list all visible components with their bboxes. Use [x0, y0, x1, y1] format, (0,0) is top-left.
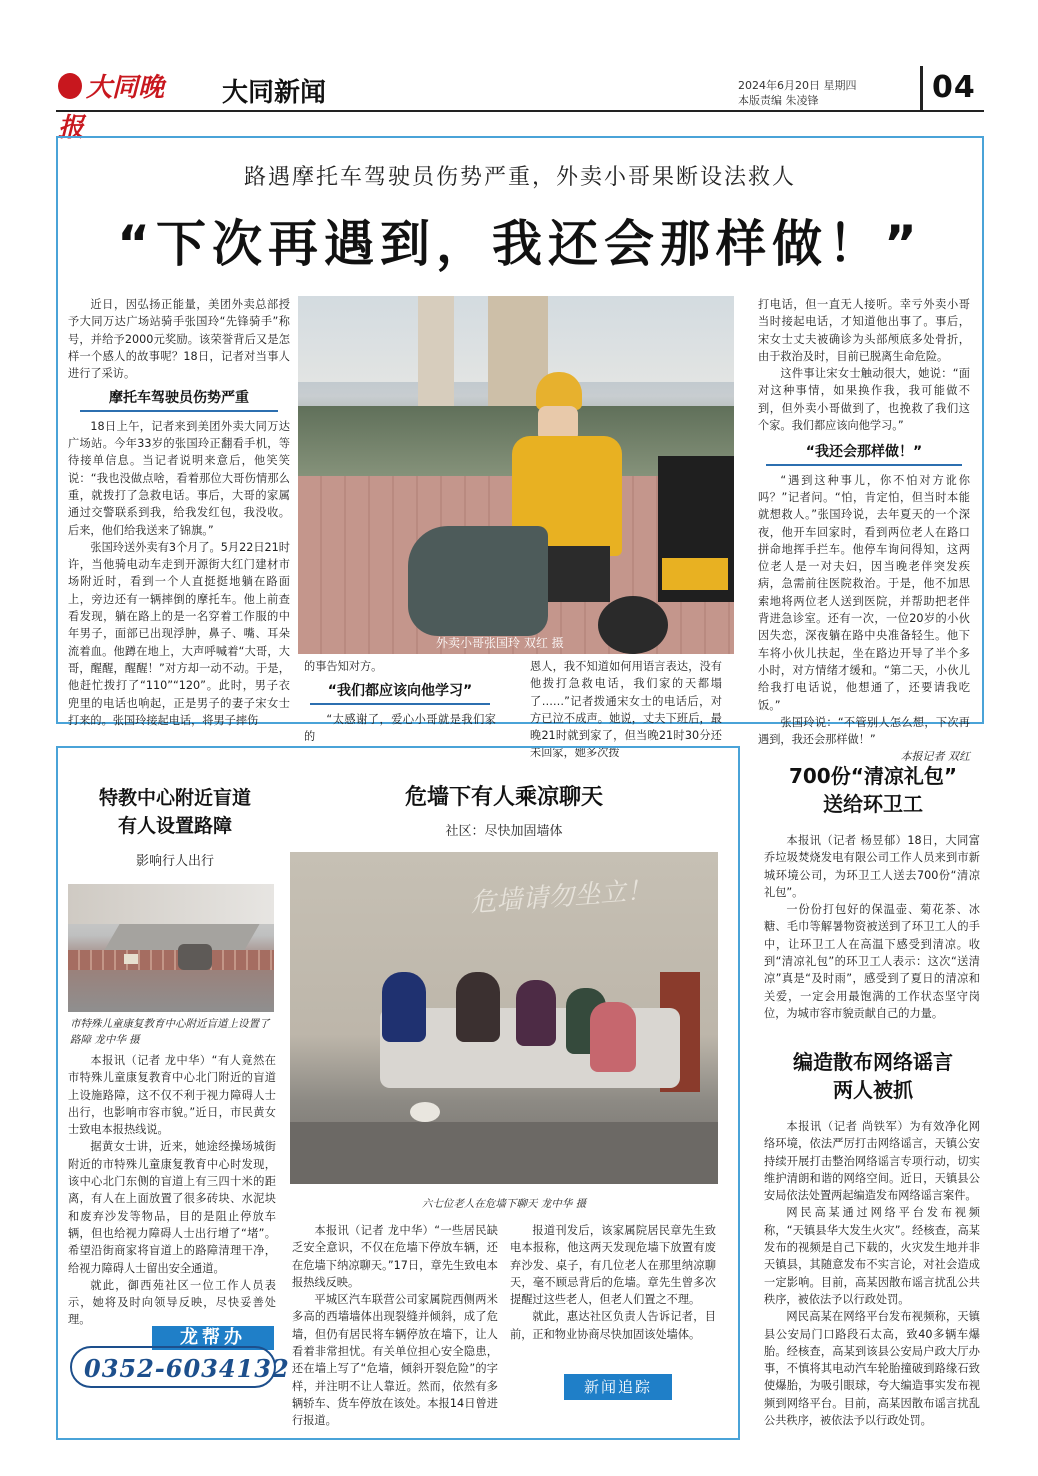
- lead-photo-caption: 外卖小哥张国玲 双红 摄: [436, 636, 564, 650]
- blind-path-headline: 特教中心附近盲道 有人设置路障: [98, 787, 251, 837]
- dangerous-wall-photo: [290, 852, 718, 1184]
- lead-intro: 近日，因弘扬正能量，美团外卖总部授予大同万达广场站骑手张国玲“先锋骑手”称号，并给予2000元奖励。该荣誉背后又是怎样一个感人的故事呢？18日，记者对当事人进行了采访。: [68, 298, 290, 381]
- lead-byline: 本报记者 双红: [900, 750, 970, 764]
- wall-painted-text: 危墙请勿坐立！: [469, 875, 654, 919]
- lead-column-1: [68, 296, 290, 727]
- page-number: 04: [932, 70, 976, 105]
- issue-date: 2024年6月20日 星期四: [738, 79, 857, 92]
- lead-col1-p1: 18日上午，记者来到美团外卖大同万达广场站。今年33岁的张国玲正翻看手机，等待接单信息。当记者说明来意后，他笑笑说：“我也没做点啥，看着那位大哥伤情那么重，就拨打了急救电话。事后，大哥的家属通过交警联系到我，给我发红包，我没收。后来，他们给我送来了锦旗。”: [68, 419, 290, 537]
- lead-column-3: [530, 658, 722, 760]
- lead-col4-p2: 这件事让宋女士触动很大，她说：“面对这种事情，如果换作我，我可能做不到，但外卖小哥做到了，也挽救了我们这个家。我们都应该向他学习。”: [758, 367, 970, 433]
- dangerous-wall-deck: 社区：尽快加固墙体: [445, 824, 563, 839]
- lead-col3-tail: 恩人，我不知道如何用语言表达，没有他拨打急救电话，我们家的天都塌了……”记者拨通宋女士的电话后，对方已泣不成声。她说，丈夫下班后，最晚21时就到家了，但当晚21时30分还未回家，她多次拨: [530, 660, 722, 760]
- dangerous-wall-photo-caption: 六七位老人在危墙下聊天 龙中华 摄: [421, 1198, 587, 1210]
- section-title: 大同新闻: [222, 78, 327, 108]
- lead-col4-p1: 打电话，但一直无人接听。幸亏外卖小哥当时接起电话，才知道他出事了。事后，宋女士丈夫被确诊为头部颅底多处骨折，由于救治及时，目前已脱离生命危险。: [758, 298, 970, 363]
- lead-subhead-1: 摩托车驾驶员伤势严重: [80, 390, 278, 411]
- lead-subhead-3: “我还会那样做！”: [766, 444, 962, 465]
- lead-col4-p3: “遇到这种事儿，你不怕对方讹你吗？”记者问。“怕，肯定怕，但当时本能就想救人。”张国玲说，去年夏天的一个深夜，他开车回家时，看到两位老人在路口拼命地挥手拦车。他停车询问得知，这两位老人是一对夫妇，因当晚老伴突发疾病，急需前往医院救治。于是，他不加思索地将两位老人送到医院，并帮助把老伴背进急诊室。还有一次，一位20岁的小伙因失恋，深夜躺在路中央准备轻生。他下车将小伙儿扶起，坐在路边开导了半个多小时，对方情绪才缓和。“第二天，小伙儿给我打电话说，他想通了，还要请我吃饭。”: [758, 473, 970, 712]
- cool-package-headline: 700份“清凉礼包” 送给环卫工: [788, 764, 958, 816]
- dangerous-wall-a-p2: 平城区汽车联营公司家属院西侧两米多高的西墙墙体出现裂缝并倾斜，成了危墙，但仍有居民将车辆停放在墙下，让人看着非常担忧。有关单位担心安全隐患，还在墙上写了“危墙，倾斜开裂危险”的字样，并注明不让人靠近。然而，依然有多辆轿车、货车停放在该处。本报14日曾进行报道。: [292, 1293, 498, 1428]
- hotline-number: 0352-6034132: [84, 1354, 290, 1383]
- lead-subhead-2: “我们都应该向他学习”: [310, 683, 490, 704]
- rumor-p3: 网民高某在网络平台发布视频称，天镇县公安局门口路段石太高，致40多辆车爆胎。经核查，高某到该县公安局户政大厅办事，不慎将其电动汽车轮胎撞破到路缘石致使爆胎，为吸引眼球，夸大编造事实发布视频到网络平台。目前，高某因散布谣言扰乱公共秩序，被依法予以行政处罚。: [764, 1310, 980, 1428]
- masthead-rule: [56, 110, 984, 112]
- lead-subtitle: 路遇摩托车驾驶员伤势严重，外卖小哥果断设法救人: [243, 165, 796, 190]
- news-followup-tag: 新闻追踪: [564, 1374, 672, 1400]
- lead-col4-p4: 张国玲说：“不管别人怎么想，下次再遇到，我还会那样做！”: [758, 715, 970, 747]
- blind-path-deck: 影响行人出行: [135, 854, 214, 869]
- lead-col2-tail: 的事告知对方。: [304, 660, 383, 673]
- rumor-body: [764, 1118, 980, 1430]
- dangerous-wall-headline: 危墙下有人乘凉聊天: [404, 785, 603, 810]
- page-number-divider: [920, 66, 923, 112]
- cool-package-p2: 一份份打包好的保温壶、菊花茶、冰糖、毛巾等解暑物资被送到了环卫工人的手中，让环卫工人在高温下感受到清凉。收到“清凉礼包”的环卫工人表示：这次“送清凉”真是“及时雨”，感受到了夏日的清凉和关爱，一定会用最饱满的工作状态坚守岗位，为城市容市貌贡献自己的力量。: [764, 903, 980, 1020]
- lead-col1-p2: 张国玲送外卖有3个月了。5月22日21时许，当他骑电动车走到开源街大红门建材市场附近时，看到一个人直挺挺地躺在路面上，旁边还有一辆摔倒的摩托车。他上前查看发现，躺在路上的是一名穿着工作服的中年男子，面部已出现浮肿，鼻子、嘴、耳朵流着血。他蹲在地上，大声呼喊着“大哥，大哥，醒醒，醒醒！”对方却一动不动。于是，他赶忙拨打了“110”“120”。此时，男子衣兜里的电话也响起，正是男子的妻子宋女士打来的。张国玲接起电话，将男子摔伤: [68, 540, 290, 727]
- dangerous-wall-col-b: [510, 1222, 716, 1368]
- blind-path-p2: 据黄女士讲，近来，她途经操场城街附近的市特殊儿童康复教育中心时发现，该中心北门东侧的盲道上有三四十米的距离，有人在上面放置了很多砖块、水泥块和废弃沙发等物品，目的是阻止停放车辆，但也给视力障碍人士出行增了“堵”。希望沿街商家将盲道上的路障清理干净，给视力障碍人士留出安全通道。: [68, 1140, 276, 1275]
- newspaper-logo: 大同晚报: [58, 73, 165, 143]
- dangerous-wall-col-a: [292, 1222, 498, 1434]
- rumor-headline: 编造散布网络谣言 两人被抓: [793, 1050, 953, 1102]
- issue-meta: [738, 78, 857, 108]
- lead-headline: “下次再遇到，我还会那样做！”: [117, 215, 923, 273]
- lead-column-2: [304, 658, 496, 743]
- lead-column-4: [758, 296, 970, 764]
- page-editor: 本版责编 朱凌锋: [738, 94, 819, 107]
- logo-mark-icon: [58, 73, 82, 99]
- rumor-p2: 网民高某通过网络平台发布视频称，“天镇县华大发生火灾”。经核查，高某发布的视频是自己下载的，火灾发生地并非天镇县，其随意发布不实言论，对社会造成一定影响。目前，高某因散布谣言扰乱公共秩序，被依法予以行政处罚。: [764, 1206, 980, 1306]
- blind-path-photo-caption: 市特殊儿童康复教育中心附近盲道上设置了路障 龙中华 摄: [70, 1018, 270, 1046]
- blind-path-p3: 就此，御西苑社区一位工作人员表示，她将及时向领导反映，尽快妥善处理。: [68, 1278, 276, 1327]
- dangerous-wall-b-p2: 就此，惠达社区负责人告诉记者，目前，正和物业协商尽快加固该处墙体。: [510, 1310, 716, 1341]
- rumor-p1: 本报讯（记者 尚铁军）为有效净化网络环境，依法严厉打击网络谣言，天镇公安持续开展打击整治网络谣言专项行动，切实维护清朗和谐的网络空间。近日，天镇县公安局依法处置两起编造发布网络谣言案件。: [764, 1120, 980, 1203]
- dangerous-wall-a-p1: 本报讯（记者 龙中华）“一些居民缺乏安全意识，不仅在危墙下停放车辆，还在危墙下纳凉聊天。”17日，章先生致电本报热线反映。: [292, 1224, 498, 1289]
- cool-package-p1: 本报讯（记者 杨昱郁）18日，大同富乔垃圾焚烧发电有限公司工作人员来到市新城环境公司，为环卫工人送去700份“清凉礼包”。: [764, 834, 980, 899]
- lead-col2-p1: “太感谢了，爱心小哥就是我们家的: [304, 712, 496, 743]
- cool-package-body: [764, 832, 980, 1028]
- dangerous-wall-b-p1: 报道刊发后，该家属院居民章先生致电本报称，他这两天发现危墙下放置有废弃沙发、桌子，有几位老人在那里纳凉聊天，毫不顾忌背后的危墙。章先生曾多次提醒过这些老人，但老人们置之不理。: [510, 1224, 716, 1307]
- hotline-label: 龙帮办: [152, 1326, 274, 1350]
- lead-photo: [298, 296, 734, 654]
- blind-path-body: [68, 1052, 276, 1327]
- blind-path-photo: [68, 884, 274, 1012]
- blind-path-p1: 本报讯（记者 龙中华）“有人竟然在市特殊儿童康复教育中心北门附近的盲道上设施路障，这不仅不利于视力障碍人士出行，也影响市容市貌。”近日，市民黄女士致电本报热线说。: [68, 1054, 276, 1137]
